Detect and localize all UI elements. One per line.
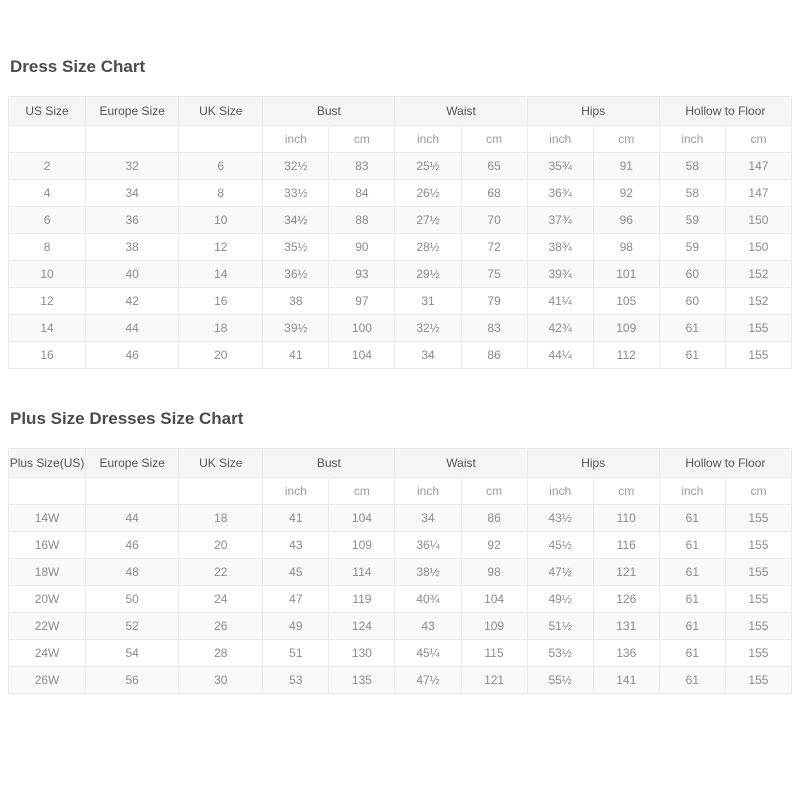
table-cell: 14W — [9, 505, 86, 532]
table-cell: 88 — [329, 207, 395, 234]
unit-label-inch: inch — [527, 478, 593, 505]
table-cell: 28 — [179, 640, 263, 667]
table-cell: 45 — [263, 559, 329, 586]
table-cell: 61 — [659, 640, 725, 667]
table-cell: 16 — [9, 342, 86, 369]
table-cell: 6 — [9, 207, 86, 234]
table-cell: 16 — [179, 288, 263, 315]
table-cell: 130 — [329, 640, 395, 667]
group-header-bust: Bust — [263, 449, 395, 478]
unit-row-empty-cell — [86, 478, 179, 505]
table-cell: 42 — [86, 288, 179, 315]
table-row — [9, 342, 792, 369]
table-cell: 60 — [659, 261, 725, 288]
table-cell: 26½ — [395, 180, 461, 207]
table-cell: 59 — [659, 207, 725, 234]
table-cell: 44 — [86, 315, 179, 342]
table-cell: 101 — [593, 261, 659, 288]
table-cell: 18W — [9, 559, 86, 586]
table-cell: 42¾ — [527, 315, 593, 342]
table-row — [9, 532, 792, 559]
table-row — [9, 559, 792, 586]
table-cell: 155 — [725, 586, 791, 613]
table-row — [9, 207, 792, 234]
table-cell: 47 — [263, 586, 329, 613]
table-cell: 39¾ — [527, 261, 593, 288]
unit-label-inch: inch — [263, 126, 329, 153]
unit-label-inch: inch — [263, 478, 329, 505]
table-cell: 90 — [329, 234, 395, 261]
table-cell: 152 — [725, 261, 791, 288]
table-cell: 36½ — [263, 261, 329, 288]
table-cell: 27½ — [395, 207, 461, 234]
table-cell: 45½ — [527, 532, 593, 559]
table-cell: 34 — [395, 342, 461, 369]
table-cell: 92 — [461, 532, 527, 559]
table-cell: 41¼ — [527, 288, 593, 315]
unit-label-cm: cm — [329, 478, 395, 505]
table-cell: 32 — [86, 153, 179, 180]
table-cell: 44 — [86, 505, 179, 532]
table-cell: 155 — [725, 532, 791, 559]
table-row — [9, 261, 792, 288]
table-cell: 91 — [593, 153, 659, 180]
table-cell: 10 — [179, 207, 263, 234]
table-cell: 47½ — [395, 667, 461, 694]
table-cell: 38 — [263, 288, 329, 315]
table-cell: 109 — [593, 315, 659, 342]
table-cell: 38½ — [395, 559, 461, 586]
table-cell: 44¼ — [527, 342, 593, 369]
table-cell: 39½ — [263, 315, 329, 342]
table-cell: 37¾ — [527, 207, 593, 234]
table-cell: 131 — [593, 613, 659, 640]
table-cell: 40¾ — [395, 586, 461, 613]
table-cell: 155 — [725, 613, 791, 640]
table-cell: 12 — [179, 234, 263, 261]
unit-label-inch: inch — [395, 126, 461, 153]
table-cell: 124 — [329, 613, 395, 640]
table-cell: 155 — [725, 640, 791, 667]
table-cell: 22 — [179, 559, 263, 586]
table-cell: 8 — [179, 180, 263, 207]
table-cell: 50 — [86, 586, 179, 613]
table-cell: 26 — [179, 613, 263, 640]
unit-label-cm: cm — [461, 126, 527, 153]
table-cell: 34 — [395, 505, 461, 532]
header-row — [9, 449, 792, 478]
table-cell: 135 — [329, 667, 395, 694]
table-cell: 70 — [461, 207, 527, 234]
table-cell: 32½ — [263, 153, 329, 180]
table-cell: 41 — [263, 505, 329, 532]
group-header-bust: Bust — [263, 97, 395, 126]
table-cell: 114 — [329, 559, 395, 586]
table-cell: 2 — [9, 153, 86, 180]
table-cell: 121 — [461, 667, 527, 694]
unit-row-empty-cell — [9, 126, 86, 153]
group-header-hips: Hips — [527, 97, 659, 126]
table-cell: 51½ — [527, 613, 593, 640]
table-cell: 61 — [659, 532, 725, 559]
table-cell: 28½ — [395, 234, 461, 261]
table-cell: 12 — [9, 288, 86, 315]
table-cell: 34 — [86, 180, 179, 207]
table-cell: 46 — [86, 532, 179, 559]
table-cell: 61 — [659, 315, 725, 342]
table-cell: 86 — [461, 342, 527, 369]
table-cell: 155 — [725, 342, 791, 369]
table-cell: 72 — [461, 234, 527, 261]
table-cell: 112 — [593, 342, 659, 369]
table-cell: 33½ — [263, 180, 329, 207]
table-cell: 32½ — [395, 315, 461, 342]
table-cell: 96 — [593, 207, 659, 234]
unit-label-inch: inch — [659, 478, 725, 505]
col-header-europe-size: Europe Size — [86, 449, 179, 478]
table-cell: 93 — [329, 261, 395, 288]
table-cell: 25½ — [395, 153, 461, 180]
table-cell: 29½ — [395, 261, 461, 288]
table-cell: 38¾ — [527, 234, 593, 261]
table-cell: 152 — [725, 288, 791, 315]
table-cell: 43½ — [527, 505, 593, 532]
table-cell: 116 — [593, 532, 659, 559]
table-cell: 8 — [9, 234, 86, 261]
table-cell: 61 — [659, 342, 725, 369]
table-cell: 14 — [9, 315, 86, 342]
plus-size-chart-section — [0, 369, 800, 694]
table-cell: 20 — [179, 342, 263, 369]
table-cell: 45¼ — [395, 640, 461, 667]
col-header-us-size: US Size — [9, 97, 86, 126]
table-row — [9, 315, 792, 342]
table-cell: 52 — [86, 613, 179, 640]
table-cell: 59 — [659, 234, 725, 261]
table-cell: 150 — [725, 234, 791, 261]
table-row — [9, 640, 792, 667]
page-title-plus-size: Plus Size Dresses Size Chart — [10, 409, 244, 428]
unit-label-cm: cm — [593, 126, 659, 153]
plus-size-table — [8, 448, 792, 694]
page-title: Dress Size Chart — [10, 57, 146, 76]
dress-size-chart-section — [0, 0, 800, 369]
table-cell: 60 — [659, 288, 725, 315]
table-cell: 49 — [263, 613, 329, 640]
table-cell: 24W — [9, 640, 86, 667]
table-cell: 35½ — [263, 234, 329, 261]
table-cell: 53 — [263, 667, 329, 694]
table-cell: 104 — [461, 586, 527, 613]
table-cell: 18 — [179, 505, 263, 532]
table-cell: 75 — [461, 261, 527, 288]
table-cell: 34½ — [263, 207, 329, 234]
table-cell: 58 — [659, 180, 725, 207]
table-cell: 30 — [179, 667, 263, 694]
table-cell: 150 — [725, 207, 791, 234]
table-cell: 147 — [725, 180, 791, 207]
table-cell: 110 — [593, 505, 659, 532]
unit-label-inch: inch — [395, 478, 461, 505]
table-row — [9, 586, 792, 613]
table-cell: 36 — [86, 207, 179, 234]
unit-row-empty-cell — [86, 126, 179, 153]
table-cell: 10 — [9, 261, 86, 288]
group-header-hips: Hips — [527, 449, 659, 478]
table-row — [9, 613, 792, 640]
col-header-uk-size: UK Size — [179, 449, 263, 478]
table-cell: 20 — [179, 532, 263, 559]
table-cell: 141 — [593, 667, 659, 694]
table-cell: 26W — [9, 667, 86, 694]
table-cell: 61 — [659, 505, 725, 532]
header-row — [9, 97, 792, 126]
col-header-plus-size-us: Plus Size(US) — [9, 449, 86, 478]
unit-label-inch: inch — [659, 126, 725, 153]
table-row — [9, 234, 792, 261]
table-cell: 61 — [659, 559, 725, 586]
unit-row — [9, 126, 792, 153]
table-cell: 104 — [329, 505, 395, 532]
table-cell: 51 — [263, 640, 329, 667]
table-cell: 61 — [659, 667, 725, 694]
unit-label-cm: cm — [461, 478, 527, 505]
table-cell: 18 — [179, 315, 263, 342]
table-cell: 98 — [461, 559, 527, 586]
table-cell: 56 — [86, 667, 179, 694]
table-cell: 65 — [461, 153, 527, 180]
group-header-waist: Waist — [395, 449, 527, 478]
dress-size-table — [8, 96, 792, 369]
table-row — [9, 505, 792, 532]
table-cell: 6 — [179, 153, 263, 180]
table-cell: 83 — [461, 315, 527, 342]
table-cell: 38 — [86, 234, 179, 261]
col-header-uk-size: UK Size — [179, 97, 263, 126]
unit-label-cm: cm — [329, 126, 395, 153]
table-cell: 79 — [461, 288, 527, 315]
table-cell: 109 — [461, 613, 527, 640]
table-cell: 36¾ — [527, 180, 593, 207]
table-cell: 61 — [659, 586, 725, 613]
table-cell: 155 — [725, 559, 791, 586]
table-cell: 47½ — [527, 559, 593, 586]
unit-row — [9, 478, 792, 505]
table-cell: 83 — [329, 153, 395, 180]
table-cell: 105 — [593, 288, 659, 315]
table-cell: 43 — [395, 613, 461, 640]
col-header-europe-size: Europe Size — [86, 97, 179, 126]
table-cell: 46 — [86, 342, 179, 369]
table-cell: 53½ — [527, 640, 593, 667]
table-cell: 14 — [179, 261, 263, 288]
table-cell: 155 — [725, 505, 791, 532]
table-cell: 31 — [395, 288, 461, 315]
table-cell: 119 — [329, 586, 395, 613]
table-cell: 20W — [9, 586, 86, 613]
table-cell: 136 — [593, 640, 659, 667]
table-row — [9, 288, 792, 315]
table-cell: 126 — [593, 586, 659, 613]
table-cell: 86 — [461, 505, 527, 532]
unit-row-empty-cell — [179, 126, 263, 153]
unit-row-empty-cell — [9, 478, 86, 505]
group-header-hollow-to-floor: Hollow to Floor — [659, 449, 791, 478]
table-cell: 104 — [329, 342, 395, 369]
unit-label-inch: inch — [527, 126, 593, 153]
table-cell: 100 — [329, 315, 395, 342]
table-cell: 98 — [593, 234, 659, 261]
table-row — [9, 153, 792, 180]
table-cell: 24 — [179, 586, 263, 613]
dress-size-table-body — [9, 153, 792, 369]
table-cell: 97 — [329, 288, 395, 315]
table-cell: 84 — [329, 180, 395, 207]
group-header-hollow-to-floor: Hollow to Floor — [659, 97, 791, 126]
table-cell: 16W — [9, 532, 86, 559]
table-cell: 155 — [725, 667, 791, 694]
group-header-waist: Waist — [395, 97, 527, 126]
table-cell: 41 — [263, 342, 329, 369]
table-cell: 155 — [725, 315, 791, 342]
table-row — [9, 667, 792, 694]
table-cell: 54 — [86, 640, 179, 667]
table-cell: 55½ — [527, 667, 593, 694]
table-cell: 4 — [9, 180, 86, 207]
unit-label-cm: cm — [725, 478, 791, 505]
table-cell: 49½ — [527, 586, 593, 613]
table-cell: 109 — [329, 532, 395, 559]
table-cell: 36¼ — [395, 532, 461, 559]
table-cell: 43 — [263, 532, 329, 559]
table-cell: 58 — [659, 153, 725, 180]
table-row — [9, 180, 792, 207]
table-cell: 35¾ — [527, 153, 593, 180]
unit-label-cm: cm — [593, 478, 659, 505]
table-cell: 61 — [659, 613, 725, 640]
table-cell: 22W — [9, 613, 86, 640]
table-cell: 48 — [86, 559, 179, 586]
unit-row-empty-cell — [179, 478, 263, 505]
plus-size-table-body — [9, 505, 792, 694]
table-cell: 92 — [593, 180, 659, 207]
table-cell: 40 — [86, 261, 179, 288]
unit-label-cm: cm — [725, 126, 791, 153]
table-cell: 121 — [593, 559, 659, 586]
table-cell: 115 — [461, 640, 527, 667]
table-cell: 147 — [725, 153, 791, 180]
table-cell: 68 — [461, 180, 527, 207]
